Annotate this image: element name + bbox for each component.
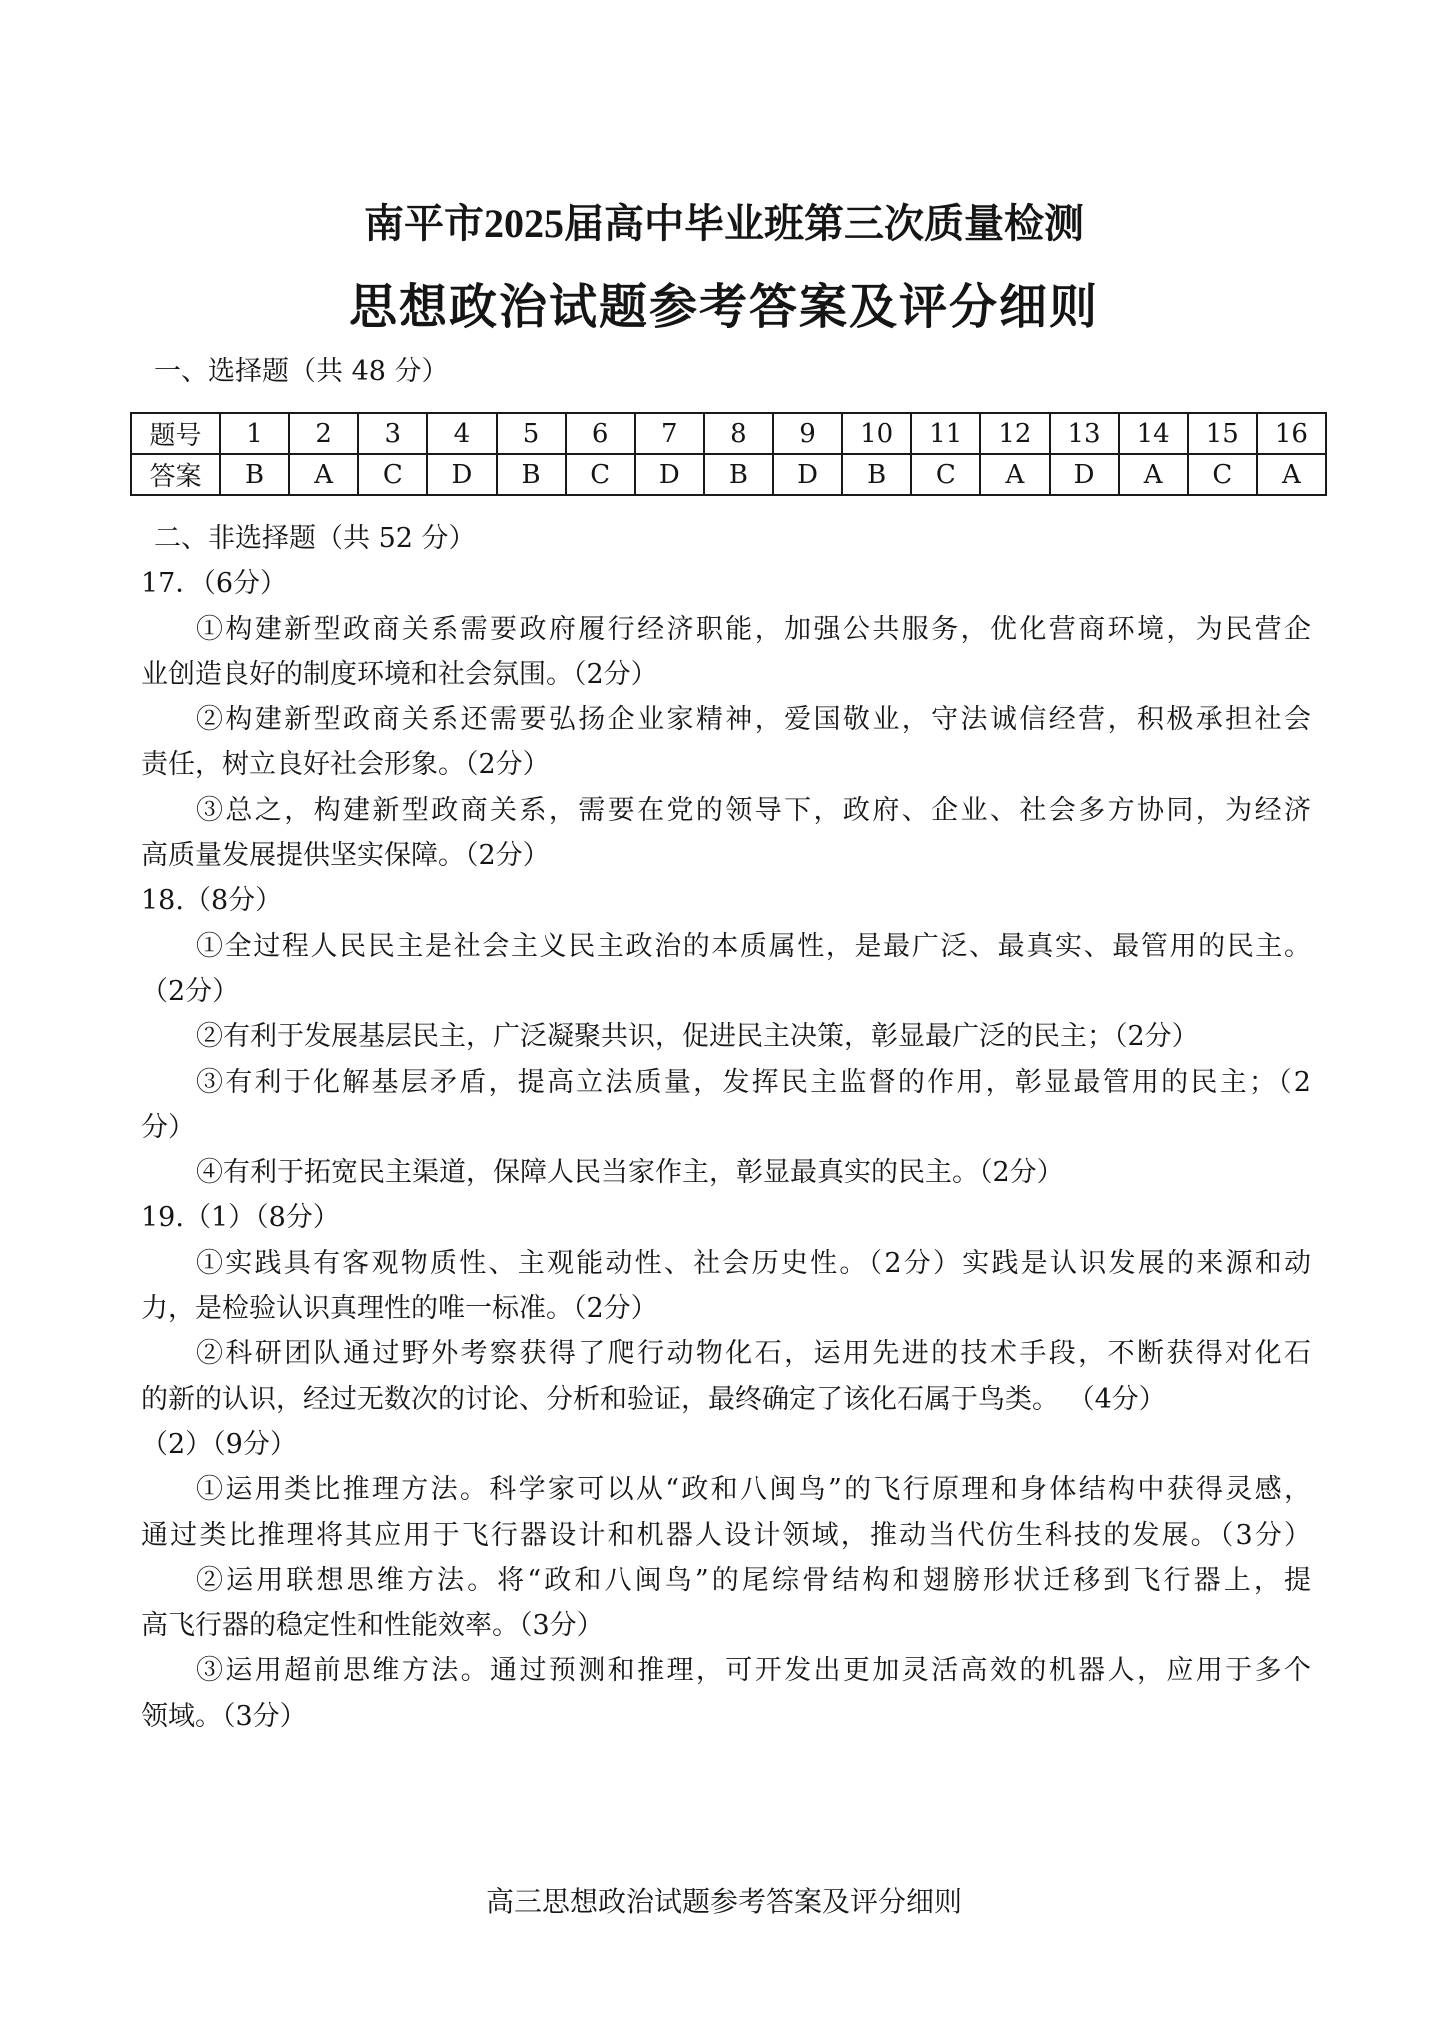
- q19-2-point-2-line-2: 高飞行器的稳定性和性能效率。（3分）: [141, 1610, 604, 1642]
- answer-choice: A: [1119, 454, 1188, 495]
- non-choice-heading: 二、非选择题（共 52 分）: [154, 523, 476, 554]
- answer-choice: D: [773, 454, 842, 495]
- answer-choice: D: [635, 454, 704, 495]
- answer-choice: A: [289, 454, 358, 495]
- multiple-choice-answer-table: [130, 412, 1327, 496]
- question-number: 6: [566, 413, 635, 454]
- question-number-row: [131, 413, 1326, 454]
- q19-2-point-3-line-2: 领域。（3分）: [141, 1700, 307, 1732]
- q18-point-4: ④有利于拓宽民主渠道，保障人民当家作主，彰显最真实的民主。（2分）: [196, 1157, 1064, 1189]
- q18-point-3-line-2: 分）: [141, 1111, 195, 1143]
- answer-choice: C: [911, 454, 980, 495]
- question-number: 13: [1050, 413, 1119, 454]
- q17-point-2-line-2: 责任，树立良好社会形象。（2分）: [141, 749, 550, 781]
- answer-choice: B: [842, 454, 911, 495]
- q17-point-2-line-1: ②构建新型政商关系还需要弘扬企业家精神，爱国敬业，守法诚信经营，积极承担社会: [196, 704, 1311, 736]
- q18-heading: 18.（8分）: [141, 885, 283, 917]
- question-number: 8: [704, 413, 773, 454]
- answer-choice: C: [1188, 454, 1257, 495]
- answer-choice: D: [1050, 454, 1119, 495]
- page-footer: 高三思想政治试题参考答案及评分细则: [485, 1885, 962, 1918]
- question-number: 15: [1188, 413, 1257, 454]
- document-title: 思想政治试题参考答案及评分细则: [348, 279, 1099, 335]
- q19-1-point-2-line-2: 的新的认识，经过无数次的讨论、分析和验证，最终确定了该化石属于鸟类。 （4分）: [141, 1383, 1166, 1415]
- q18-point-1-line-2: （2分）: [141, 975, 240, 1007]
- q19-2-point-2-line-1: ②运用联想思维方法。将“政和八闽鸟”的尾综骨结构和翅膀形状迁移到飞行器上，提: [196, 1564, 1311, 1596]
- question-number: 9: [773, 413, 842, 454]
- answer-choice: C: [566, 454, 635, 495]
- q17-point-3-line-1: ③总之，构建新型政商关系，需要在党的领导下，政府、企业、社会多方协同，为经济: [196, 794, 1311, 826]
- q19-2-point-1-line-1: ①运用类比推理方法。科学家可以从“政和八闽鸟”的飞行原理和身体结构中获得灵感，: [196, 1474, 1311, 1506]
- question-number: 3: [358, 413, 427, 454]
- q19-2-point-3-line-1: ③运用超前思维方法。通过预测和推理，可开发出更加灵活高效的机器人，应用于多个: [196, 1655, 1311, 1687]
- q19-1-point-1-line-1: ①实践具有客观物质性、主观能动性、社会历史性。（2分）实践是认识发展的来源和动: [196, 1247, 1311, 1279]
- answer-choice: D: [427, 454, 496, 495]
- q17-point-1-line-1: ①构建新型政商关系需要政府履行经济职能，加强公共服务，优化营商环境，为民营企: [196, 613, 1311, 645]
- answer-choice: A: [980, 454, 1049, 495]
- q19-1-point-1-line-2: 力，是检验认识真理性的唯一标准。（2分）: [141, 1293, 658, 1325]
- question-number: 4: [427, 413, 496, 454]
- question-number: 7: [635, 413, 704, 454]
- q18-point-3-line-1: ③有利于化解基层矛盾，提高立法质量，发挥民主监督的作用，彰显最管用的民主；（2: [196, 1066, 1311, 1098]
- q19-2-point-1-line-2: 通过类比推理将其应用于飞行器设计和机器人设计领域，推动当代仿生科技的发展。（3分）: [141, 1519, 1311, 1551]
- q17-point-1-line-2: 业创造良好的制度环境和社会氛围。（2分）: [141, 658, 658, 690]
- q17-point-3-line-2: 高质量发展提供坚实保障。（2分）: [141, 840, 550, 872]
- answer-choice: B: [704, 454, 773, 495]
- answer-row: [131, 454, 1326, 495]
- question-number: 5: [497, 413, 566, 454]
- q18-point-1-line-1: ①全过程人民民主是社会主义民主政治的本质属性，是最广泛、最真实、最管用的民主。: [196, 930, 1311, 962]
- question-number: 12: [980, 413, 1049, 454]
- exam-title: 南平市2025届高中毕业班第三次质量检测: [364, 201, 1084, 246]
- row-label-question-number: 题号: [131, 413, 220, 454]
- question-number: 10: [842, 413, 911, 454]
- q19-part-2-heading: （2）（9分）: [141, 1428, 297, 1460]
- question-number: 14: [1119, 413, 1188, 454]
- row-label-answer: 答案: [131, 454, 220, 495]
- q19-1-point-2-line-1: ②科研团队通过野外考察获得了爬行动物化石，运用先进的技术手段，不断获得对化石: [196, 1338, 1311, 1370]
- multiple-choice-heading: 一、选择题（共 48 分）: [154, 356, 449, 387]
- question-number: 1: [220, 413, 289, 454]
- q17-heading: 17．（6分）: [141, 568, 288, 600]
- question-number: 11: [911, 413, 980, 454]
- answer-choice: C: [358, 454, 427, 495]
- q18-point-2: ②有利于发展基层民主，广泛凝聚共识，促进民主决策，彰显最广泛的民主；（2分）: [196, 1021, 1199, 1053]
- question-number: 2: [289, 413, 358, 454]
- answer-choice: A: [1257, 454, 1326, 495]
- question-number: 16: [1257, 413, 1326, 454]
- answer-choice: B: [497, 454, 566, 495]
- q19-part-1-heading: 19.（1）（8分）: [141, 1202, 340, 1234]
- non-choice-section: [141, 516, 1311, 1739]
- answer-choice: B: [220, 454, 289, 495]
